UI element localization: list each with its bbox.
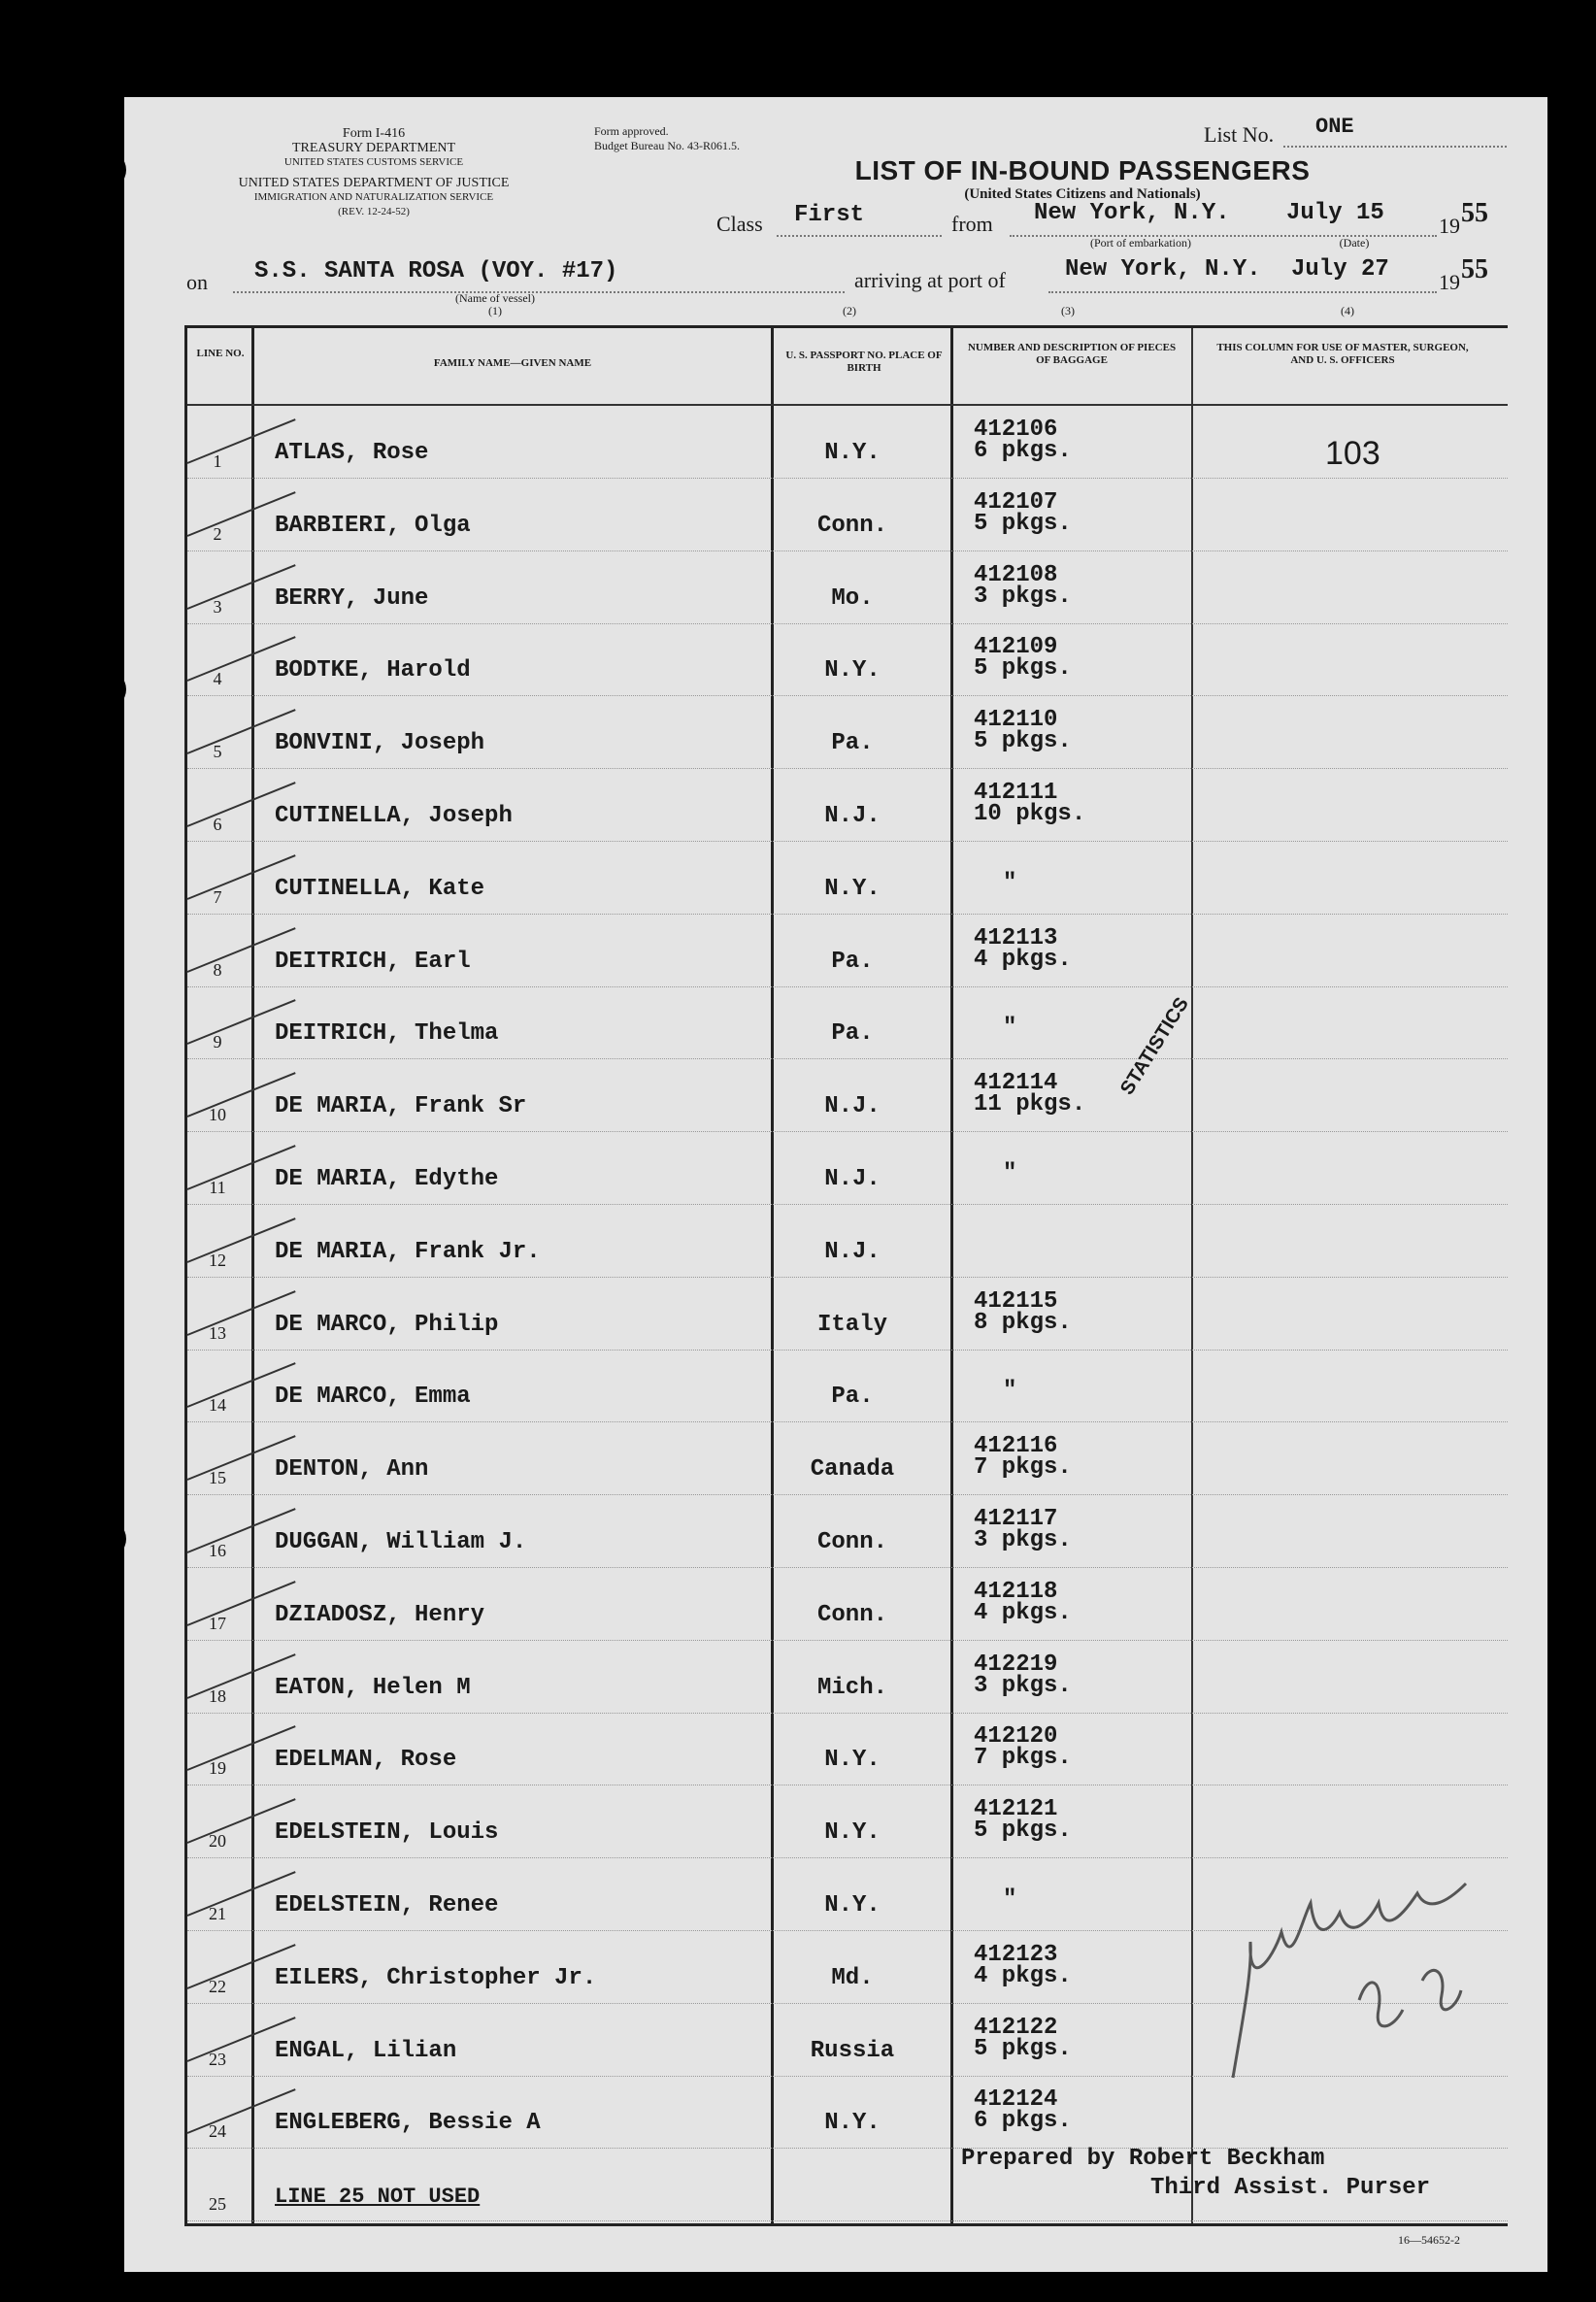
passenger-name: EDELSTEIN, Louis bbox=[275, 1819, 499, 1847]
baggage-pieces: 4 pkgs. bbox=[974, 1962, 1072, 1989]
place-of-birth: N.Y. bbox=[824, 1892, 881, 1918]
vessel-caption: (Name of vessel) bbox=[455, 291, 535, 305]
col-header-officers: THIS COLUMN FOR USE OF MASTER, SURGEON, AND U. S. OFFICERS bbox=[1216, 342, 1469, 366]
table-row bbox=[187, 1132, 1508, 1205]
baggage-pieces: 7 pkgs. bbox=[974, 1745, 1072, 1772]
passenger-name: BONVINI, Joseph bbox=[275, 730, 485, 757]
place-of-birth: N.J. bbox=[824, 1166, 881, 1192]
class-value: First bbox=[794, 202, 865, 228]
passenger-name: BARBIERI, Olga bbox=[275, 512, 471, 539]
table-row bbox=[187, 1495, 1508, 1568]
passenger-name: ATLAS, Rose bbox=[275, 440, 429, 466]
passenger-name: DENTON, Ann bbox=[275, 1456, 429, 1484]
baggage-number: 412115 bbox=[974, 1287, 1058, 1315]
treasury-dept: TREASURY DEPARTMENT bbox=[291, 141, 456, 155]
list-no-label: List No. bbox=[1204, 122, 1275, 147]
list-no-line bbox=[1283, 146, 1507, 148]
baggage-pieces: 5 pkgs. bbox=[974, 2035, 1072, 2062]
ditto-mark: " bbox=[1003, 869, 1017, 896]
form-approved: Form approved. bbox=[594, 124, 669, 138]
passenger-name: CUTINELLA, Joseph bbox=[275, 803, 513, 829]
col-header-line: LINE NO. bbox=[196, 348, 245, 359]
baggage-number: 412116 bbox=[974, 1433, 1058, 1460]
line-number: 7 bbox=[213, 886, 222, 907]
line-number: 4 bbox=[213, 669, 222, 689]
line-number: 11 bbox=[209, 1178, 226, 1197]
col-2-caption: (2) bbox=[843, 304, 856, 317]
line-number: 9 bbox=[213, 1032, 222, 1052]
baggage-pieces: 5 pkgs. bbox=[974, 655, 1072, 683]
place-of-birth: Conn. bbox=[816, 512, 887, 539]
ditto-mark: " bbox=[1003, 1160, 1017, 1186]
baggage-number: 412114 bbox=[974, 1070, 1058, 1097]
from-year-suffix: 55 bbox=[1461, 198, 1488, 228]
line-number: 15 bbox=[209, 1468, 226, 1488]
passenger-name: ENGAL, Lilian bbox=[275, 2037, 457, 2064]
passenger-name: DEITRICH, Thelma bbox=[275, 1020, 499, 1048]
place-of-birth: Conn. bbox=[816, 1529, 887, 1555]
table-row bbox=[187, 1641, 1508, 1714]
budget-bureau: Budget Bureau No. 43-R061.5. bbox=[594, 139, 740, 152]
table-row bbox=[187, 479, 1508, 551]
line-number: 20 bbox=[209, 1831, 226, 1852]
line-number: 19 bbox=[209, 1758, 226, 1779]
punch-hole bbox=[85, 277, 124, 316]
baggage-number: 412124 bbox=[974, 2086, 1058, 2114]
table-row bbox=[187, 551, 1508, 624]
arrival-port: New York, N.Y. bbox=[1065, 256, 1261, 283]
table-row bbox=[187, 1059, 1508, 1132]
form-agency-block bbox=[175, 126, 573, 219]
ditto-mark: " bbox=[1003, 1886, 1017, 1913]
line-number: 12 bbox=[209, 1250, 226, 1270]
punch-hole bbox=[85, 1160, 124, 1199]
approval-block bbox=[594, 124, 827, 153]
passenger-name: EDELSTEIN, Renee bbox=[275, 1892, 499, 1918]
form-subtitle: (United States Citizens and Nationals) bbox=[964, 186, 1201, 202]
baggage-number: 412110 bbox=[974, 707, 1058, 734]
baggage-number: 412106 bbox=[974, 417, 1058, 443]
punch-hole bbox=[87, 150, 126, 189]
baggage-number: 412111 bbox=[974, 780, 1058, 806]
line-number: 24 bbox=[209, 2121, 226, 2142]
col-4-caption: (4) bbox=[1341, 304, 1354, 317]
place-of-birth: N.Y. bbox=[824, 440, 881, 466]
col-1-caption: (1) bbox=[488, 304, 502, 317]
punch-hole bbox=[87, 670, 126, 709]
table-row bbox=[187, 696, 1508, 769]
class-label: Class bbox=[716, 212, 763, 236]
baggage-pieces: 11 pkgs. bbox=[974, 1091, 1086, 1118]
table-row bbox=[187, 842, 1508, 915]
line-number: 22 bbox=[209, 1976, 226, 1996]
table-row bbox=[187, 915, 1508, 987]
arrival-line bbox=[1048, 291, 1437, 293]
line-number: 16 bbox=[209, 1541, 226, 1560]
on-label: on bbox=[186, 270, 208, 294]
passenger-name: DEITRICH, Earl bbox=[275, 948, 471, 975]
line-number: 10 bbox=[209, 1105, 226, 1125]
table-header bbox=[187, 328, 1508, 406]
justice-dept: UNITED STATES DEPARTMENT OF JUSTICE bbox=[238, 176, 510, 190]
vessel-name: S.S. SANTA ROSA (VOY. #17) bbox=[254, 258, 618, 284]
line-number: 2 bbox=[213, 523, 222, 544]
table-row bbox=[187, 769, 1508, 842]
baggage-number: 412121 bbox=[974, 1796, 1058, 1823]
place-of-birth: Russia bbox=[810, 2037, 895, 2064]
passenger-name: DZIADOSZ, Henry bbox=[275, 1601, 485, 1628]
baggage-number: 412109 bbox=[974, 634, 1058, 661]
line-number: 18 bbox=[209, 1685, 226, 1706]
baggage-number: 412219 bbox=[974, 1651, 1058, 1678]
baggage-pieces: 4 pkgs. bbox=[974, 1599, 1072, 1626]
place-of-birth: N.J. bbox=[824, 1238, 881, 1265]
baggage-pieces: 3 pkgs. bbox=[974, 1672, 1072, 1699]
class-line bbox=[777, 235, 942, 237]
table-row bbox=[187, 623, 1508, 696]
place-of-birth: N.Y. bbox=[824, 657, 881, 684]
baggage-pieces: 3 pkgs. bbox=[974, 1527, 1072, 1553]
passenger-name: DE MARIA, Frank Sr bbox=[275, 1093, 527, 1120]
line-number: 3 bbox=[213, 596, 222, 617]
place-of-birth: Italy bbox=[816, 1311, 887, 1338]
line-number: 6 bbox=[213, 815, 222, 834]
col-header-baggage: NUMBER AND DESCRIPTION OF PIECES OF BAGGAGE bbox=[967, 342, 1177, 366]
punch-hole bbox=[83, 311, 122, 350]
baggage-pieces: 8 pkgs. bbox=[974, 1309, 1072, 1336]
line-number: 8 bbox=[213, 959, 222, 980]
place-of-birth: Mich. bbox=[816, 1674, 887, 1701]
passenger-name: BODTKE, Harold bbox=[275, 657, 471, 684]
ditto-mark: " bbox=[1003, 1015, 1017, 1042]
port-embark-caption: (Port of embarkation) bbox=[1090, 236, 1191, 250]
place-of-birth: N.J. bbox=[824, 1093, 881, 1120]
form-title: LIST OF IN-BOUND PASSENGERS bbox=[854, 155, 1311, 185]
line-number: 1 bbox=[213, 451, 222, 471]
statistics-stamp: STATISTICS bbox=[1116, 993, 1193, 1099]
table-row bbox=[187, 1422, 1508, 1495]
preparer-title: Third Assist. Purser bbox=[1150, 2175, 1431, 2201]
place-of-birth: N.Y. bbox=[824, 1819, 881, 1847]
baggage-number: 412118 bbox=[974, 1578, 1058, 1605]
baggage-pieces: 10 pkgs. bbox=[974, 801, 1086, 827]
arriving-label: arriving at port of bbox=[854, 268, 1006, 292]
table-row bbox=[187, 1785, 1508, 1858]
line-number: 17 bbox=[209, 1613, 226, 1633]
baggage-number: 412123 bbox=[974, 1941, 1058, 1968]
line-number: 25 bbox=[209, 2194, 226, 2215]
baggage-number: 412120 bbox=[974, 1723, 1058, 1751]
line-number: 5 bbox=[213, 742, 222, 762]
passenger-name: DE MARIA, Edythe bbox=[275, 1166, 499, 1192]
passenger-name: CUTINELLA, Kate bbox=[275, 875, 485, 902]
table-row bbox=[187, 406, 1508, 479]
passenger-name: EILERS, Christopher Jr. bbox=[275, 1964, 597, 1991]
passenger-name: BERRY, June bbox=[275, 584, 429, 612]
passenger-name: DUGGAN, William J. bbox=[275, 1529, 527, 1555]
place-of-birth: N.Y. bbox=[824, 875, 881, 902]
passenger-name: EDELMAN, Rose bbox=[275, 1747, 457, 1774]
baggage-number: 412107 bbox=[974, 488, 1058, 516]
from-date: July 15 bbox=[1286, 200, 1384, 226]
table-row bbox=[187, 1568, 1508, 1641]
baggage-number: 412113 bbox=[974, 924, 1058, 951]
passenger-name: EATON, Helen M bbox=[275, 1674, 471, 1701]
passenger-name: DE MARCO, Philip bbox=[275, 1311, 499, 1338]
passenger-name: ENGLEBERG, Bessie A bbox=[275, 2110, 541, 2137]
baggage-number: 412108 bbox=[974, 561, 1058, 588]
baggage-pieces: 3 pkgs. bbox=[974, 583, 1072, 610]
place-of-birth: Mo. bbox=[831, 584, 874, 612]
place-of-birth: Pa. bbox=[831, 730, 874, 757]
line-number: 21 bbox=[209, 1904, 226, 1923]
col-header-passport: U. S. PASSPORT NO. PLACE OF BIRTH bbox=[785, 350, 943, 374]
passenger-name: DE MARIA, Frank Jr. bbox=[275, 1238, 541, 1265]
baggage-pieces: 5 pkgs. bbox=[974, 1818, 1072, 1845]
ins-service: IMMIGRATION AND NATURALIZATION SERVICE bbox=[253, 191, 494, 203]
form-number: Form I-416 bbox=[342, 126, 406, 141]
place-of-birth: Pa. bbox=[831, 1384, 874, 1411]
office-number: 103 bbox=[1325, 435, 1380, 472]
baggage-number: 412122 bbox=[974, 2014, 1058, 2041]
place-of-birth: Pa. bbox=[831, 948, 874, 975]
place-of-birth: N.J. bbox=[824, 803, 881, 829]
place-of-birth: N.Y. bbox=[824, 2110, 881, 2137]
place-of-birth: N.Y. bbox=[824, 1747, 881, 1774]
table-row bbox=[187, 986, 1508, 1059]
line-number: 13 bbox=[209, 1322, 226, 1343]
baggage-pieces: 7 pkgs. bbox=[974, 1454, 1072, 1482]
arrival-date: July 27 bbox=[1291, 256, 1389, 283]
table-row bbox=[187, 1713, 1508, 1785]
col-header-name: FAMILY NAME—GIVEN NAME bbox=[433, 357, 592, 369]
handwritten-signature bbox=[1214, 1864, 1534, 2117]
passenger-name: LINE 25 NOT USED bbox=[275, 2185, 481, 2210]
col-3-caption: (3) bbox=[1061, 304, 1075, 317]
place-of-birth: Canada bbox=[810, 1456, 895, 1484]
customs-service: UNITED STATES CUSTOMS SERVICE bbox=[283, 156, 464, 168]
from-year-prefix: 19 bbox=[1439, 214, 1460, 238]
baggage-pieces: 5 pkgs. bbox=[974, 728, 1072, 755]
date-caption: (Date) bbox=[1339, 236, 1370, 250]
place-of-birth: Md. bbox=[831, 1964, 874, 1991]
baggage-pieces: 4 pkgs. bbox=[974, 946, 1072, 973]
baggage-number: 412117 bbox=[974, 1506, 1058, 1532]
baggage-pieces: 5 pkgs. bbox=[974, 510, 1072, 537]
from-port: New York, N.Y. bbox=[1034, 200, 1230, 226]
place-of-birth: Conn. bbox=[816, 1601, 887, 1628]
baggage-pieces: 6 pkgs. bbox=[974, 438, 1072, 464]
arrival-year-suffix: 55 bbox=[1461, 254, 1488, 284]
ditto-mark: " bbox=[1003, 1378, 1017, 1405]
line-number: 23 bbox=[209, 2049, 226, 2069]
punch-hole bbox=[83, 2160, 122, 2199]
passenger-name: DE MARCO, Emma bbox=[275, 1384, 471, 1411]
table-row bbox=[187, 1205, 1508, 1278]
punch-hole bbox=[85, 2015, 124, 2053]
revision: (REV. 12-24-52) bbox=[338, 206, 410, 217]
prepared-by: Prepared by Robert Beckham bbox=[961, 2146, 1325, 2172]
form-code: 16—54652-2 bbox=[1398, 2233, 1460, 2247]
arrival-year-prefix: 19 bbox=[1439, 270, 1460, 294]
place-of-birth: Pa. bbox=[831, 1020, 874, 1048]
line-number: 14 bbox=[209, 1395, 226, 1416]
table-row bbox=[187, 1350, 1508, 1422]
from-label: from bbox=[951, 212, 993, 236]
list-no-value: ONE bbox=[1315, 115, 1354, 139]
table-row bbox=[187, 1278, 1508, 1351]
baggage-pieces: 6 pkgs. bbox=[974, 2108, 1072, 2135]
punch-hole bbox=[87, 1519, 126, 1558]
